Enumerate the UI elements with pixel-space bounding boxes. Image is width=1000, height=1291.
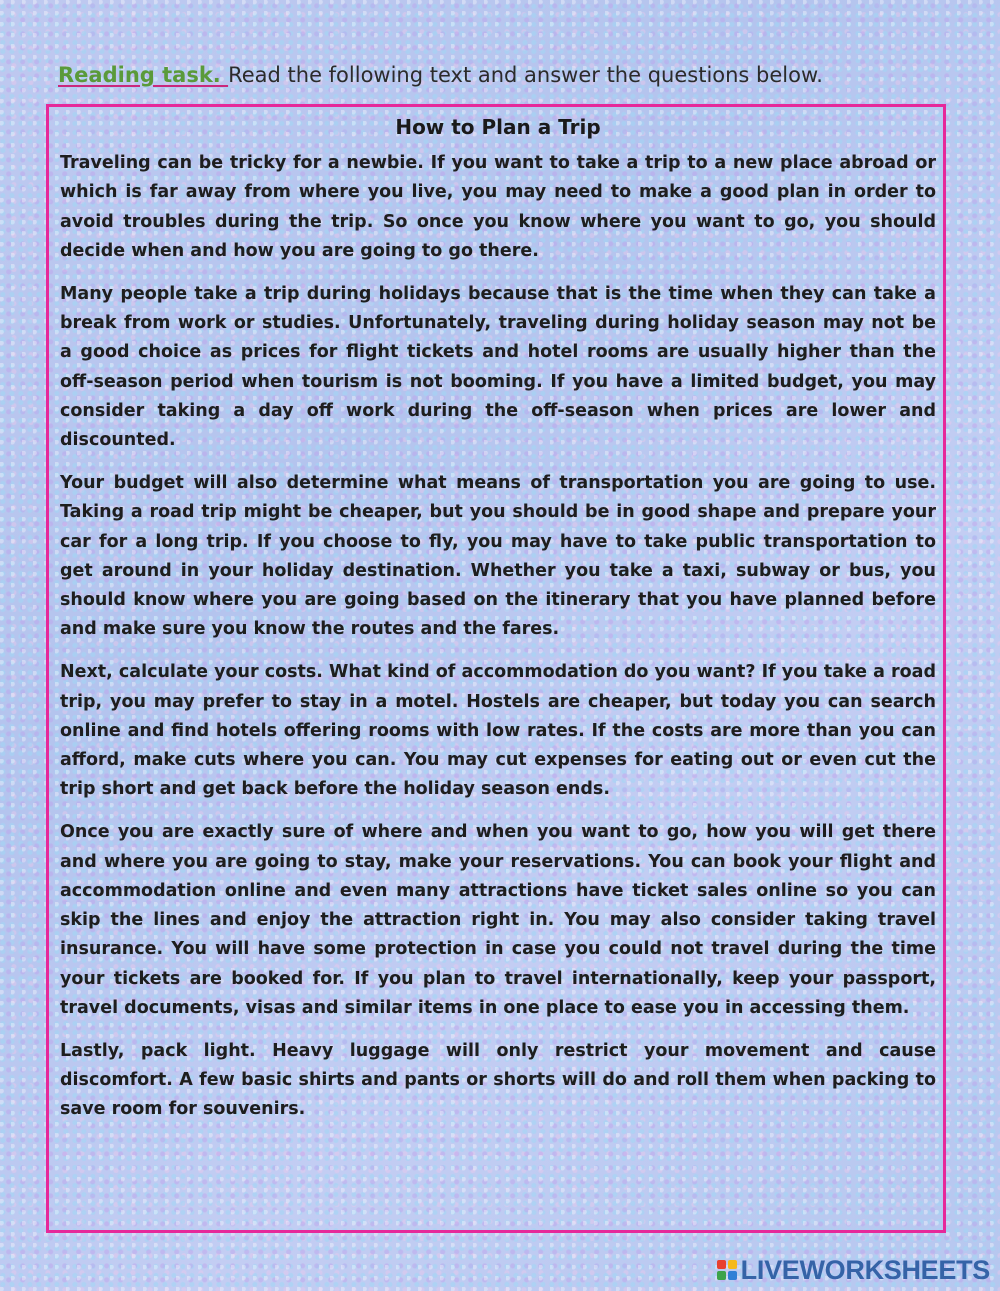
- article-paragraph: Your budget will also determine what means of transportation you are going to use. Taking a road trip might be cheaper, but you should be in good shape and prepare your car for a long trip. If you choose to fly, you may have to take public transportation to get around in your holiday destination. Whether you take a taxi, subway or bus, you should know where you are going based on the itinerary that you have planned before and make sure you know the routes and the fares.: [60, 472, 936, 640]
- article-paragraph: Once you are exactly sure of where and when you want to go, how you will get there and where you are going to stay, make your reservations. You can book your flight and accommodation online and even many attractions have ticket sales online so you can skip the lines and enjoy the attraction right in. You may also consider taking travel insurance. You will have some protection in case you could not travel during the time your tickets are booked for. If you plan to travel internationally, keep your passport, travel documents, visas and similar items in one place to ease you in accessing them.: [60, 822, 936, 1019]
- logo-tile: [728, 1271, 737, 1280]
- reading-task-instruction: [58, 60, 823, 90]
- logo-tile: [728, 1260, 737, 1269]
- article-title: How to Plan a Trip: [395, 115, 601, 139]
- reading-text-frame: [46, 104, 946, 1233]
- liveworksheets-wordmark: LIVEWORKSHEETS: [740, 1255, 990, 1285]
- article-paragraph: Lastly, pack light. Heavy luggage will only restrict your movement and cause discomfort. A few basic shirts and pants or shorts will do and roll them when packing to save room for souvenirs.: [60, 1040, 936, 1120]
- liveworksheets-brand: [717, 1255, 990, 1285]
- logo-tile: [717, 1271, 726, 1280]
- article-paragraph: Next, calculate your costs. What kind of accommodation do you want? If you take a road trip, you may prefer to stay in a motel. Hostels are cheaper, but today you can search online and find hotels offering rooms with low rates. If the costs are more than you can afford, make cuts where you can. You may cut expenses for eating out or even cut the trip short and get back before the holiday season ends.: [60, 662, 936, 800]
- reading-task-label: Reading task.: [58, 63, 229, 87]
- logo-tile: [717, 1260, 726, 1269]
- article-paragraph: Many people take a trip during holidays because that is the time when they can take a break from work or studies. Unfortunately, traveling during holiday season may not be a good choice as prices for flight tickets and hotel rooms are usually higher than the off-season period when tourism is not booming. If you have a limited budget, you may consider taking a day off work during the off-season when prices are lower and discounted.: [60, 283, 936, 451]
- liveworksheets-logo-icon: [717, 1260, 737, 1280]
- reading-task-text: Read the following text and answer the questions below.: [228, 63, 823, 87]
- article-paragraph: Traveling can be tricky for a newbie. If you want to take a trip to a new place abroad or which is far away from where you live, you may need to make a good plan in order to avoid troubles during the trip. So once you know where you want to go, you should decide when and how you are going to go there.: [60, 153, 936, 261]
